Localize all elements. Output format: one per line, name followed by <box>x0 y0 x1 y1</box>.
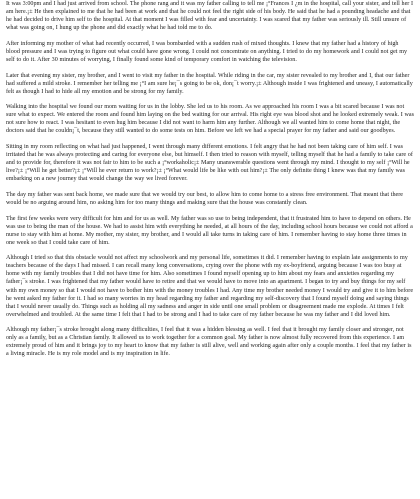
essay-paragraph-2: After informing my mother of what had recently occurred, I was bombarded with a sudden rush of mixed thoughts. I knew that my father had a history of high blood pressure and I was trying to figure out what could have gone wrong. I could not concentrate on anything. I tried to do my homework and I could not get my self to do it. After 30 minutes of worrying, I finally found some kind of temporary comfort in watching the television. <box>6 40 408 63</box>
essay-paragraph-7: The first few weeks were very difficult for him and for us as well. My father was so use to being independent, that it frustrated him to have to depend on others. He was use to being the man of the house. We had to assist him with everything he needed, at all hours of the day, including school hours because we could not afford a nurse to stay with him at home. My mother, my sister, my brother, and I would all take turns in taking care of him. I remember having to stay home three times in one week so that I could take care of him. <box>6 215 413 246</box>
essay-paragraph-4: Walking into the hospital we found our mom waiting for us in the lobby. She led us to his room. As we approached his room I was a bit scared because I was not sure what to expect. We entered the room and found him laying on the bed waiting for our arrival. His right eye was blood shot and he looked extremely weak. I was not sure how to react. I was hesitant to even hug him because I did not want to harm him any further. Although we all wanted him to come home that night, the doctors said that he couldn¡¯t, because they still wanted to do some tests on him. Before we left we had a special prayer for my father and said our goodbyes. <box>6 104 415 135</box>
essay-paragraph-8: Although I tried so that this obstacle would not affect my schoolwork and my personal life, sometimes it did. I remember having to explain late assignments to my teachers because of the days I had missed. I can recall many long conversations, crying over the phone with my ex-boyfriend, arguing because I was too busy at home with my family troubles that I did not have time for him. Also sometimes I found myself opening up to him about my fears and anxieties regarding my father¡¯s stroke. I was frightened that my father would have to retire and that we would have to move into an apartment. I began to try and buy things for my self with my own money so that I would not have to bother him with the money troubles I had. Any time my brother needed money I would try and give it to him before he went asked my father for it. I had so many worries in my head regarding my father and regarding my self-discovery that I found myself doing and saying things that I would never usually do. Things such as holding all my sadness and anger in side until one small problem or disagreement made me explode. At times I felt overwhelmed and troubled. At the same time I felt that I had to be strong and I had to take care of my father because he was my father and I did loved him. <box>6 255 414 318</box>
essay-paragraph-6: The day my father was sent back home, we made sure that we would try our best, to allow him to come home to a stress free environment. That meant that there would be no arguing around him, no asking him for too many things and making sure that the house was constantly clean. <box>6 191 403 206</box>
essay-paragraph-1: It was 3:00pm and I had just arrived from school. The phone rang and it was my father calling to tell me ¡°Frances I ¿m in the hospital, call your sister, and tell her I am here.¡± He then explained to me that he had been at work and that he could not feel the right side of his body. He said that he had a pounding headache and that he had decided to drive him self to the hospital. At that moment I was filled with fear and uncertainty. I was scared that my father was seriously ill. Still unsure of what was going on, I hung up the phone and did exactly what he had told me to do. <box>6 1 414 32</box>
essay-paragraph-5: Sitting in my room reflecting on what had just happened, I went through many different emotions. I felt angry that he had not been taking care of him self. I was irritated that he was always protecting and caring for everyone else, but himself. I then tried to reason with myself, telling myself that he had a family to take care of and to provide for, therefore it was not fair to him to be such a ¡°workaholic¡± Many unanswerable questions went through my mind. I thought to my self ¡°Will he live?¡± ¡°Will he get better?¡± ¡°Will he ever return to work?¡± ¡°What would life be like with out him?¡± The only definite thing I knew was that my family was embarking on a new journey that would change the way we lived forever. <box>6 144 413 183</box>
essay-paragraph-9: Although my father¡¯s stroke brought along many difficulties, I feel that it was a hidden blessing as well. I feel that it brought my family closer and stronger, not only as a family, but as a Christian family. It allowed us to work together for a common goal. My father is now almost fully recovered from this experience. I am extremely proud of him and it brings joy to my heart to know that my father is still alive, well and working again after only a couple months. I feel that my father is a living miracle. He is my role model and is my inspiration in life. <box>6 327 412 358</box>
essay-paragraph-3: Later that evening my sister, my brother, and I went to visit my father in the hospital. While riding in the car, my sister revealed to my brother and I, that our father had suffered a mild stroke. I remember her telling me ¡°I am sure he¡¯s going to be ok, don¡¯t worry.¡± Although inside I was frightened and uneasy, I automatically felt as though I had to hide all my emotion and be strong for my family. <box>6 72 413 95</box>
